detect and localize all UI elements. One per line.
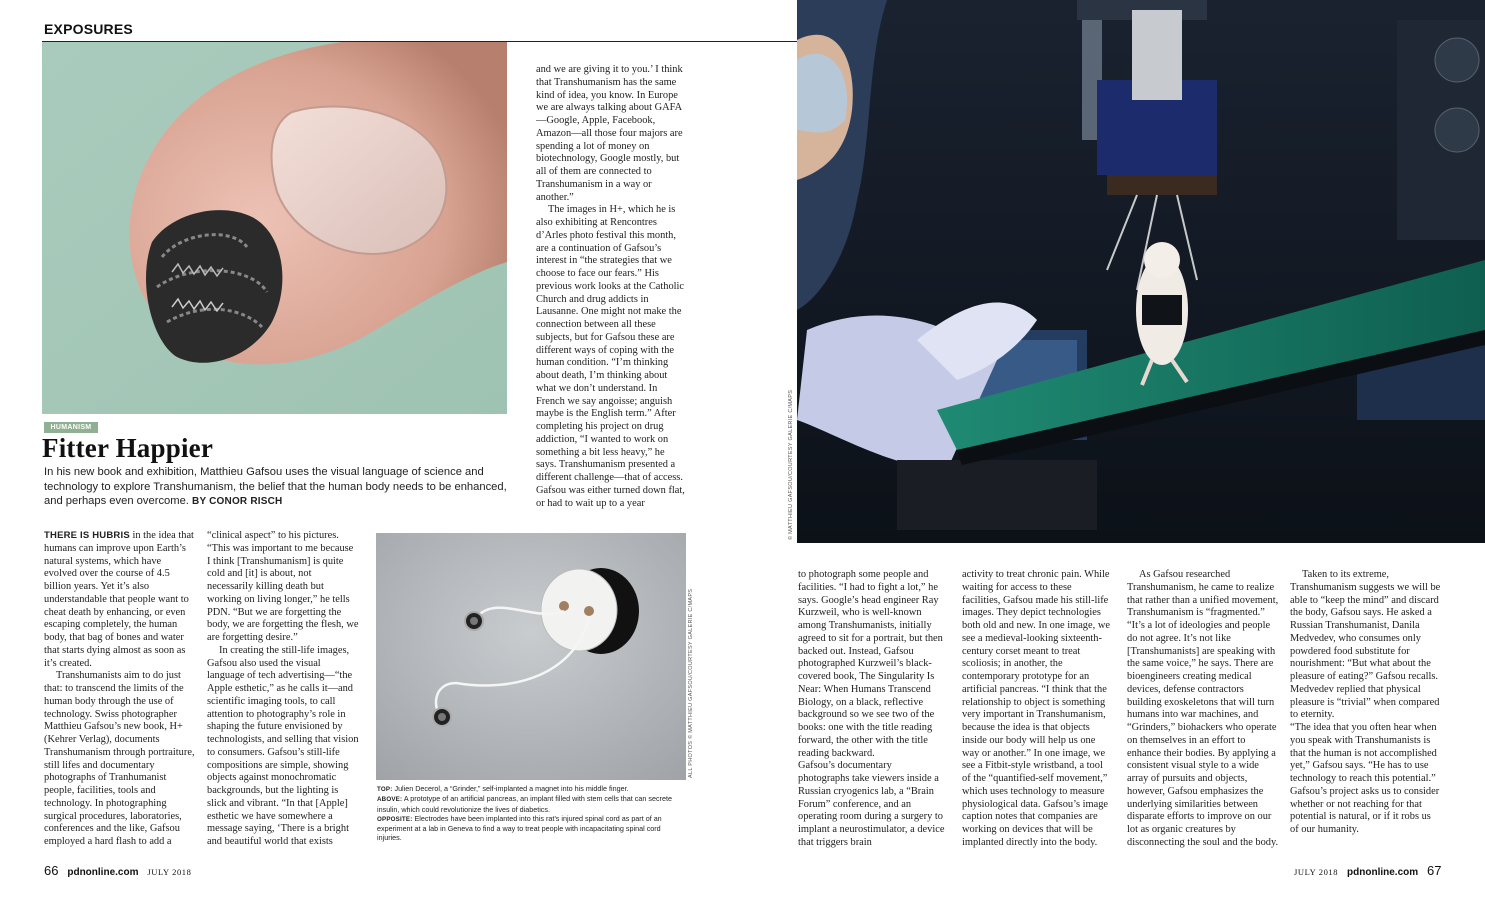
- folio-left: [44, 862, 192, 880]
- lab-photo-graphic: [797, 0, 1485, 543]
- kicker-badge: HUMANISM: [44, 422, 98, 433]
- caption-above: [377, 794, 687, 814]
- dek-text: In his new book and exhibition, Matthieu Gafsou uses the visual language of science and technology to explore Transhumanism, the belief that the human body needs to be enhanced, and perhaps even overcome.: [44, 466, 507, 507]
- headline: Fitter Happier: [42, 433, 214, 463]
- caption-label: TOP:: [377, 786, 393, 793]
- body-paragraph: and we are giving it to you.’ I think that Transhumanism has the same kind of idea, you know. In Europe we are always talking about GAFA—Google, Apple, Facebook, Amazon—all those four majors are spending a lot of money on biotechnology, Google mostly, but all of them are connected to Transhumanism in a way or another.”: [536, 64, 683, 203]
- page-number: 66: [44, 863, 59, 878]
- caption-label: ABOVE:: [377, 796, 403, 804]
- finger-photo-graphic: [42, 42, 507, 414]
- lab-photo: [797, 0, 1485, 543]
- photo-caption: [377, 784, 687, 843]
- site-name: pdnonline.com: [67, 867, 139, 878]
- body-paragraph: “clinical aspect” to his pictures. “This was important to me because I think [Transhumanism] is quite cold and [it] is about, not necessarily killing death but working on living longer,” he tells PDN. “But we are forgetting the body, we are forgetting the flesh, we are forgetting desire.”: [207, 530, 359, 643]
- site-name: pdnonline.com: [1347, 867, 1419, 878]
- caption-text: A prototype of an artificial pancreas, an implant filled with stem cells that can secrete insulin, which could revolutionize the lives of diabetics.: [377, 794, 672, 814]
- caption-label: OPPOSITE:: [377, 815, 413, 823]
- body-paragraph: Transhumanists aim to do just that: to transcend the limits of the human body through the use of technology. Swiss photographer Matthieu Gafsou’s new book, H+ (Kehrer Verlag), documents Transhumanism through portraiture, still lifes and documentary photographs of Tranhumanist people, facilities, tools and technology. In photographing surgical procedures, laboratories, conferences and the like, Gafsou employed a hard flash to add a: [44, 670, 195, 847]
- body-column-top: [536, 64, 686, 510]
- body-paragraph: [44, 530, 196, 670]
- lead-in: THERE IS HUBRIS: [44, 530, 130, 541]
- body-text: in the idea that humans can improve upon Earth’s natural systems, which have evolved over the course of 4.5 billion years. Yet it’s also understandable that people want to cheat death by enhancing, or even escaping completely, the human body, that bag of bones and water that starts dying almost as soon as it’s created.: [44, 530, 194, 669]
- byline: BY CONOR RISCH: [192, 496, 283, 507]
- right-column-1: to photograph some people and facilities. “I had to fight a lot,” he says. Google’s head engineer Ray Kurzweil, who is well-known among Transhumanists, initially agreed to sit for a portrait, but then backed out. Instead, Gafsou photographed Kurzweil’s black-covered book, The Singularity Is Near: When Humans Transcend Biology, on a black, reflective background so we see two of the books: one with the title reading forward, the other with the title reading backward. Gafsou’s documentary photographs take viewers inside a Russian cryogenics lab, a “Brain Forum” conference, and an operating room during a surgery to implant a neurostimulator, a device that triggers brain: [798, 569, 945, 848]
- body-column-1: [44, 530, 196, 849]
- small-photo-credit: ALL PHOTOS © MATTHIEU GAFSOU/COURTESY GALERIE C/MAPS: [688, 588, 694, 778]
- large-photo-credit: © MATTHIEU GAFSOU/COURTESY GALERIE C/MAPS: [788, 389, 794, 540]
- body-paragraph: In creating the still-life images, Gafsou also used the visual language of tech advertising—“the Apple esthetic,” as he calls it—and scientific imaging tools, to call attention to photography’s role in shaping the future envisioned by technologists, and selling that vision to consumers. Gafsou’s still-life compositions are simple, showing objects against monochromatic backgrounds, but the lighting is slick and vibrant. “In that [Apple] esthetic we have somewhere a message saying, ‘There is a bright and beautiful world that exists: [207, 644, 359, 847]
- right-column-2: activity to treat chronic pain. While waiting for access to these facilities, Gafsou made his still-life images. They depict technologies both old and new. In one image, we see a medieval-looking sixteenth-century corset meant to treat scoliosis; in another, the contemporary prototype for an artificial pancreas. “I think that the relationship to object is something very important in Transhumanism, because the idea is that objects inside our body will help us one way or another.” In one image, we see a Fitbit-style wristband, a tool of the “quantified-self movement,” which uses technology to measure physiological data. Gafsou’s image caption notes that companies are working on devices that will be implanted directly into the body.: [962, 569, 1110, 848]
- caption-top: [377, 784, 687, 794]
- body-column-2: [207, 530, 359, 849]
- right-column-4: Taken to its extreme, Transhumanism suggests we will be able to “keep the mind” and discard the body, Gafsou says. He asked a Russian Transhumanist, Danila Medvedev, who consumes only powdered food substitute for nourishment: “But what about the pleasure of eating?” Gafsou recalls. Medvedev replied that physical pleasure is “trivial” when compared to eternity. “The idea that you often hear when you speak with Transhumanists is that the human is not accomplished yet,” Gafsou says. “He has to use technology to reach this potential.” Gafsou’s project asks us to consider whether or not reaching for that potential is natural, or if it robs us of our humanity.: [1290, 569, 1441, 835]
- pancreas-photo-graphic: [376, 533, 686, 780]
- pancreas-photo: [376, 533, 686, 780]
- right-column-3: As Gafsou researched Transhumanism, he came to realize that rather than a unified movement, Transhumanism is “fragmented.” “It’s a lot of ideologies and people do not agree. It’s not like [Transhumanists] are speaking with the same voice,” he says. There are bioengineers creating medical devices, defense contractors building exoskeletons that will turn humans into war machines, and “Grinders,” biohackers who operate on themselves in an effort to enhance their bodies. By applying a consistent visual style to a wide array of pursuits and objects, however, Gafsou emphasizes the underlying similarities between disparate efforts to improve on our lot as organic creatures by disconnecting the soul and the body.: [1127, 569, 1279, 848]
- caption-text: Julien Decerol, a “Grinder,” self-implanted a magnet into his middle finger.: [394, 784, 629, 793]
- page-number: 67: [1427, 863, 1442, 878]
- section-label: EXPOSURES: [44, 21, 133, 37]
- issue-date: JULY 2018: [1294, 867, 1339, 877]
- folio-right: [1294, 862, 1442, 880]
- body-paragraph: The images in H+, which he is also exhibiting at Rencontres d’Arles photo festival this month, are a continuation of Gafsou’s interest in “the strategies that we choose to face our fears.” His previous work looks at the Catholic Church and drug addicts in Lausanne. One might not make the connection between all these subjects, but for Gafsou these are different ways of coping with the human condition. “I’m thinking about death, I’m thinking about what we don’t understand. In French we say angoisse; anguish maybe is the English term.” After completing his project on drug addiction, “I wanted to work on something a bit less heavy,” he says. Transhumanism presented a different challenge—that of access. Gafsou was either turned down flat, or had to wait up to a year: [536, 204, 685, 509]
- dek: [44, 465, 514, 510]
- issue-date: JULY 2018: [147, 867, 192, 877]
- caption-text: Electrodes have been implanted into this rat’s injured spinal cord as part of an experiment at a lab in Geneva to find a way to treat people with incapacitating spinal cord injuries.: [377, 813, 662, 843]
- finger-photo: [42, 42, 507, 414]
- caption-opposite: [377, 814, 687, 843]
